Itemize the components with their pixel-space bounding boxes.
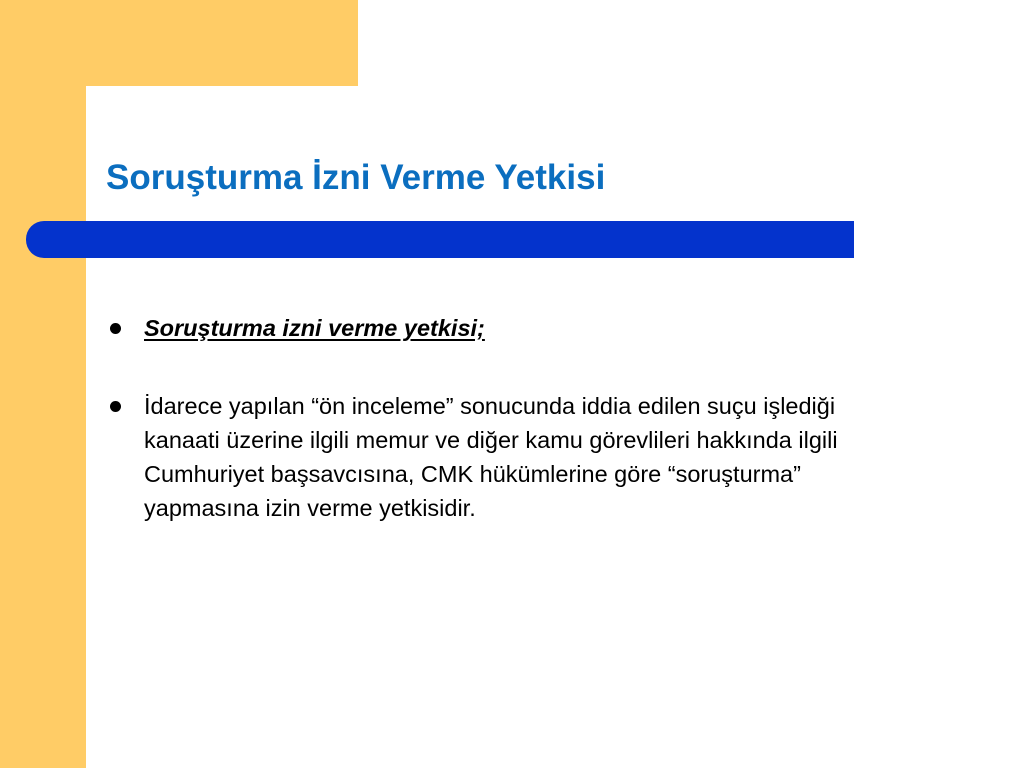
slide-title: Soruşturma İzni Verme Yetkisi — [106, 158, 606, 197]
bullet-item-heading — [108, 311, 908, 345]
accent-top-strip — [0, 0, 358, 86]
bullet-item-definition — [108, 389, 908, 525]
bullet-dot-icon — [110, 323, 121, 334]
bullet-heading-text: Soruşturma izni verme yetkisi; — [144, 315, 485, 341]
bullet-definition-text: İdarece yapılan “ön inceleme” sonucunda iddia edilen suçu işlediği kanaati üzerine ilgili memur ve diğer kamu görevlileri hakkında ilgili Cumhuriyet başsavcısına, CMK hükümlerine göre “soruşturma” yapmasına izin verme yetkisidir. — [144, 393, 838, 521]
bullet-dot-icon — [110, 401, 121, 412]
accent-left-strip — [0, 0, 86, 768]
title-underline-bar — [26, 221, 854, 258]
bullet-list — [108, 311, 908, 525]
